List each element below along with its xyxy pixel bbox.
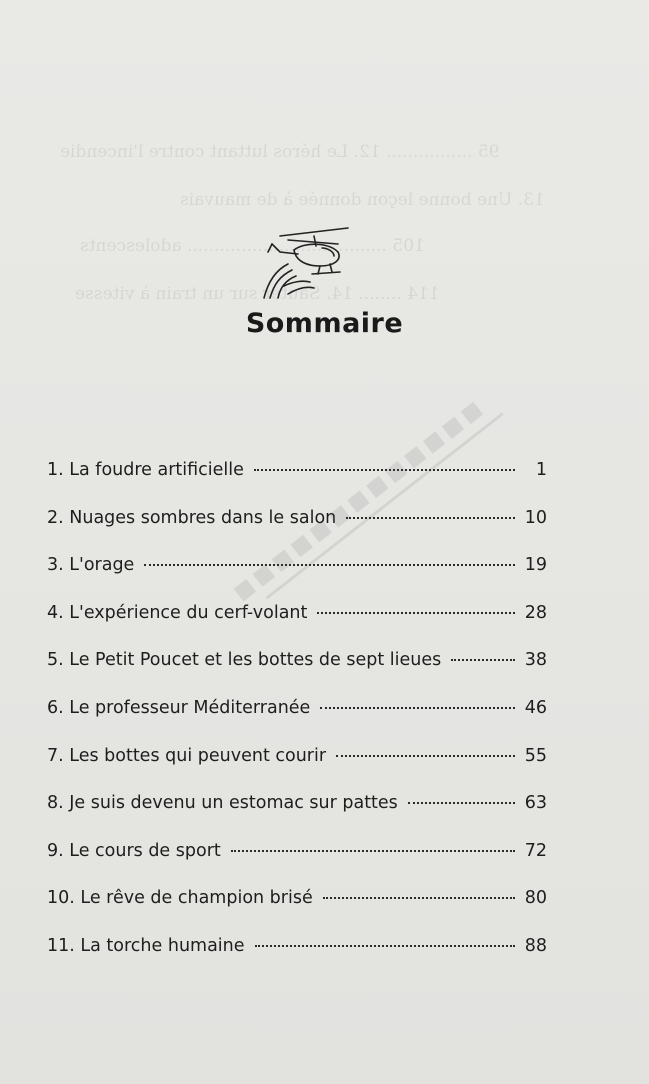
- bleed-through-text: 95 ................ 12. Le héros luttant contre l'incendie: [60, 142, 500, 162]
- helicopter-icon: [258, 222, 356, 300]
- toc-entry-page: 80: [524, 888, 547, 909]
- toc-entry: [47, 698, 547, 746]
- dot-leader: [255, 945, 515, 947]
- dot-leader: [346, 517, 515, 519]
- toc-entry-title: 5. Le Petit Poucet et les bottes de sept lieues: [47, 650, 442, 671]
- toc-entry-title: 8. Je suis devenu un estomac sur pattes: [47, 793, 398, 814]
- toc-entry-page: 38: [524, 650, 547, 671]
- dot-leader: [323, 897, 515, 899]
- dot-leader: [231, 850, 515, 852]
- toc-entry-page: 63: [524, 793, 547, 814]
- toc-entry-title: 4. L'expérience du cerf-volant: [47, 602, 308, 623]
- toc-entry-page: 46: [524, 697, 547, 718]
- dot-leader: [254, 469, 515, 471]
- bleed-through-text: 13. Une bonne leçon donnée à de mauvais: [180, 190, 545, 210]
- toc-entry: [47, 603, 547, 651]
- dot-leader: [336, 755, 515, 757]
- dot-leader: [317, 612, 515, 614]
- toc-entry-page: 88: [524, 935, 547, 956]
- toc-entry: [47, 508, 547, 556]
- toc-entry: [47, 746, 547, 794]
- toc-entry-title: 2. Nuages sombres dans le salon: [47, 507, 337, 528]
- dot-leader: [144, 564, 515, 566]
- bleed-through-text: 105 ..................................... adolescents: [80, 236, 425, 256]
- toc-entry-title: 10. Le rêve de champion brisé: [47, 888, 313, 909]
- toc-entry-page: 55: [524, 745, 547, 766]
- toc-entry: [47, 793, 547, 841]
- toc-entry-page: 72: [524, 840, 547, 861]
- toc-entry-title: 3. L'orage: [47, 555, 135, 576]
- bleed-through-text: 114 ........ 14. Sauter sur un train à vitesse: [75, 284, 440, 304]
- toc-entry-title: 1. La foudre artificielle: [47, 460, 244, 480]
- dot-leader: [320, 707, 515, 709]
- toc-entry: [47, 650, 547, 698]
- toc-entry-page: 19: [524, 555, 547, 576]
- toc-entry: [47, 555, 547, 603]
- toc-entry-page: 10: [524, 507, 547, 528]
- toc-entry-title: 7. Les bottes qui peuvent courir: [47, 745, 327, 766]
- toc-entry-page: 28: [524, 602, 547, 623]
- toc-entry: [47, 841, 547, 889]
- dot-leader: [451, 659, 515, 661]
- page-title: Sommaire: [245, 308, 404, 339]
- toc-entry: [47, 936, 547, 984]
- toc-entry-title: 9. Le cours de sport: [47, 840, 221, 861]
- toc-entry-title: 11. La torche humaine: [47, 935, 245, 956]
- toc-entry: [47, 460, 547, 508]
- toc-entry-title: 6. Le professeur Méditerranée: [47, 697, 311, 718]
- toc-entry: [47, 888, 547, 936]
- table-of-contents: [47, 460, 547, 984]
- toc-entry-page: 1: [535, 460, 547, 480]
- dot-leader: [408, 802, 515, 804]
